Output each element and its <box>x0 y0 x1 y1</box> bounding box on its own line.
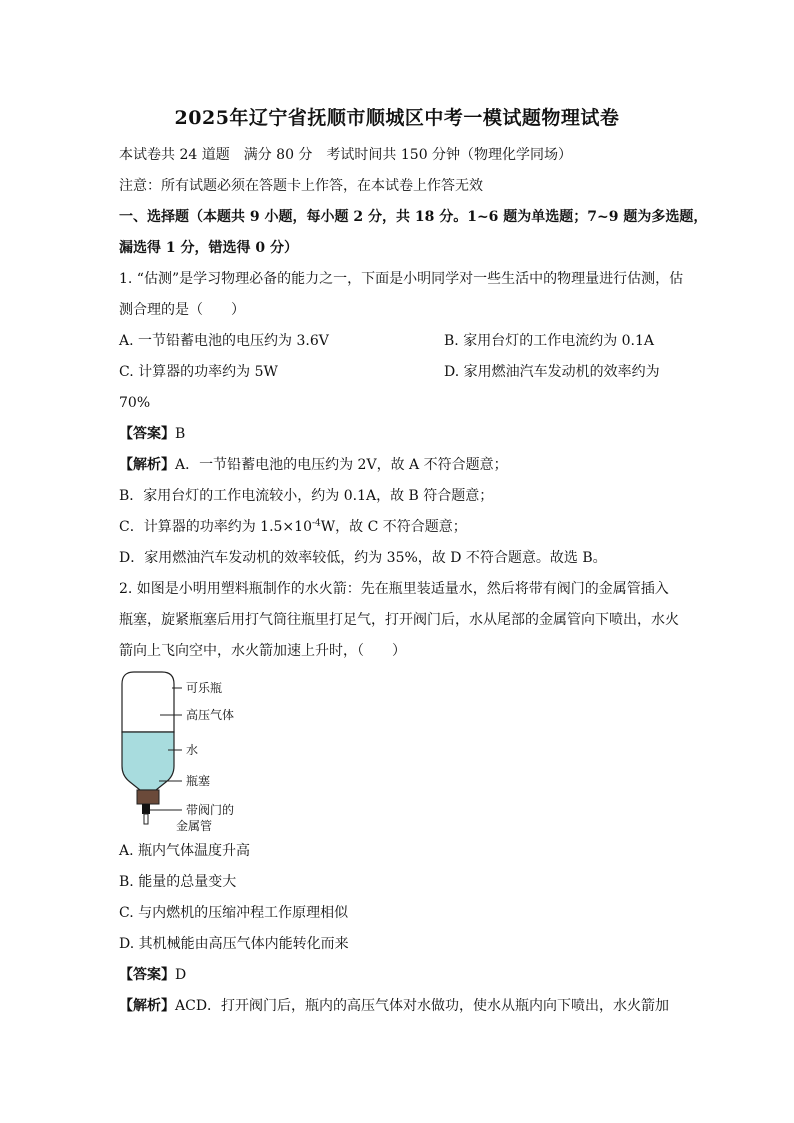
q2-option-a: A. 瓶内气体温度升高 <box>119 843 251 859</box>
q1-analysis-c-pre: C．计算器的功率约为 1.5×10 <box>119 519 312 535</box>
q1-analysis-c-exponent: -4 <box>311 518 321 529</box>
q1-analysis-c <box>119 517 467 537</box>
q2-analysis-label: 【解析】 <box>119 998 175 1014</box>
q1-option-d-continued: 70% <box>119 395 151 411</box>
bottle-body <box>122 672 174 732</box>
label-stopper: 瓶塞 <box>186 774 211 788</box>
q1-answer-value: B <box>175 426 186 442</box>
q1-stem-line1: 1. “估测”是学习物理必备的能力之一，下面是小明同学对一些生活中的物理量进行估测，估 <box>119 271 684 287</box>
q1-option-d: D. 家用燃油汽车发动机的效率约为 <box>444 364 660 380</box>
q1-answer-label: 【答案】 <box>119 426 175 442</box>
valve <box>142 804 150 814</box>
q1-stem-line2: 测合理的是（ ） <box>119 302 245 318</box>
q2-analysis <box>119 996 669 1016</box>
section1-heading-line2: 漏选得 1 分，错选得 0 分） <box>119 240 298 256</box>
q1-option-a: A. 一节铅蓄电池的电压约为 3.6V <box>119 333 329 349</box>
q1-analysis-b: B．家用台灯的工作电流较小，约为 0.1A，故 B 符合题意； <box>119 488 494 504</box>
label-bottle: 可乐瓶 <box>186 681 223 695</box>
q1-option-b: B. 家用台灯的工作电流约为 0.1A <box>444 333 655 349</box>
q2-stem-line1: 2. 如图是小明用塑料瓶制作的水火箭：先在瓶里装适量水，然后将带有阀门的金属管插入 <box>119 581 669 597</box>
q1-option-c: C. 计算器的功率约为 5W <box>119 364 278 380</box>
q1-analysis-d: D．家用燃油汽车发动机的效率较低，约为 35%，故 D 不符合题意。故选 B。 <box>119 550 607 566</box>
q2-analysis-line1: ACD．打开阀门后，瓶内的高压气体对水做功，使水从瓶内向下喷出，水火箭加 <box>175 998 670 1014</box>
q2-stem-line3: 箭向上飞向空中，水火箭加速上升时，（ ） <box>119 643 406 659</box>
q2-stem-line2: 瓶塞，旋紧瓶塞后用打气筒往瓶里打足气，打开阀门后，水从尾部的金属管向下喷出，水火 <box>119 612 679 628</box>
label-tube-line2: 金属管 <box>176 819 213 833</box>
exam-info: 本试卷共 24 道题 满分 80 分 考试时间共 150 分钟（物理化学同场） <box>119 147 573 163</box>
q2-option-d: D. 其机械能由高压气体内能转化而来 <box>119 936 349 952</box>
label-tube-line1: 带阀门的 <box>186 803 235 817</box>
q1-analysis-a: A．一节铅蓄电池的电压约为 2V，故 A 不符合题意； <box>175 457 508 473</box>
water-rocket-figure <box>110 668 270 840</box>
q2-option-b: B. 能量的总量变大 <box>119 874 237 890</box>
q2-option-c: C. 与内燃机的压缩冲程工作原理相似 <box>119 905 349 921</box>
q1-answer <box>119 424 185 444</box>
q1-analysis-a-line <box>119 455 508 475</box>
label-water: 水 <box>186 743 199 757</box>
metal-tube <box>144 814 148 824</box>
page-title: 2025年辽宁省抚顺市顺城区中考一模试题物理试卷 <box>174 107 620 129</box>
q2-answer-value: D <box>175 967 187 983</box>
section1-heading-line1: 一、选择题（本题共 9 小题，每小题 2 分，共 18 分。1~6 题为单选题；7~9 题为多选题， <box>119 209 708 225</box>
label-gas: 高压气体 <box>186 708 235 722</box>
q1-analysis-label: 【解析】 <box>119 457 175 473</box>
q2-answer-label: 【答案】 <box>119 967 175 983</box>
q1-analysis-c-post: W，故 C 不符合题意； <box>320 519 467 535</box>
q2-answer <box>119 965 186 985</box>
bottle-stopper <box>137 790 159 804</box>
notice: 注意：所有试题必须在答题卡上作答，在本试卷上作答无效 <box>119 178 483 194</box>
